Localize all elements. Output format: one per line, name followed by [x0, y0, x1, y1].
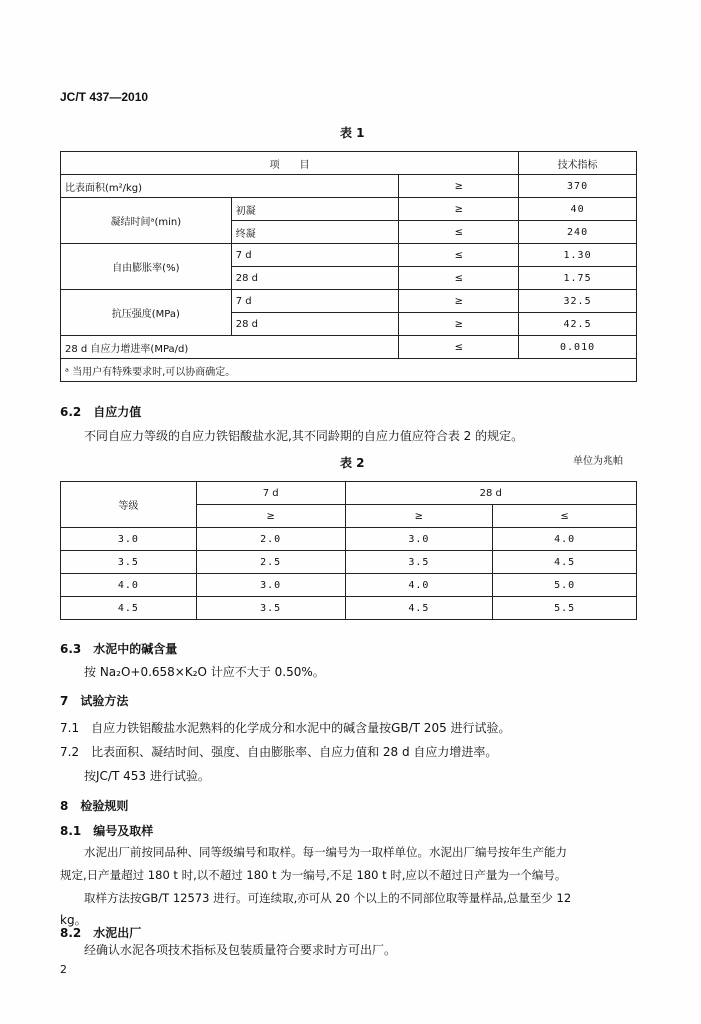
table2-cell: 4.0	[61, 574, 197, 597]
section-6-3-heading: 6.3 水泥中的碱含量	[60, 642, 178, 656]
table1-cell-sub: 28 d	[231, 267, 399, 290]
table1-cell-op: ≤	[399, 244, 519, 267]
section-6-2-text: 不同自应力等级的自应力铁铝酸盐水泥,其不同龄期的自应力值应符合表 2 的规定。	[84, 429, 524, 443]
table2-cell: 4.5	[61, 597, 197, 620]
table1-header-item: 项 目	[61, 152, 519, 175]
table1-footnote: ᵃ 当用户有特殊要求时,可以协商确定。	[61, 359, 637, 382]
table2-cell: 3.0	[61, 528, 197, 551]
table1-cell-op: ≤	[399, 221, 519, 244]
table-row	[61, 336, 637, 359]
table1-cell-op: ≥	[399, 175, 519, 198]
section-8-1-line1: 水泥出厂前按同品种、同等级编号和取样。每一编号为一取样单位。水泥出厂编号按年生产能力	[84, 845, 567, 859]
section-6-2-heading: 6.2 自应力值	[60, 405, 142, 419]
table-row	[61, 574, 637, 597]
table-row	[61, 244, 637, 267]
table2-header-grade: 等级	[61, 482, 197, 528]
table2-cell: 3.5	[61, 551, 197, 574]
table1-cell-op: ≥	[399, 313, 519, 336]
table1-title: 表 1	[340, 126, 365, 140]
table1-cell-sub: 7 d	[231, 290, 399, 313]
table2-cell: 4.5	[345, 597, 493, 620]
table1-cell-sub: 28 d	[231, 313, 399, 336]
table-row	[61, 597, 637, 620]
table1-cell-label: 比表面积(m²/kg)	[61, 175, 399, 198]
document-code: JC/T 437—2010	[60, 90, 149, 104]
table2-op-28d-max: ≤	[493, 505, 637, 528]
table1-cell-sub: 终凝	[231, 221, 399, 244]
table2-cell: 4.5	[493, 551, 637, 574]
table1-cell-op: ≥	[399, 198, 519, 221]
table-row	[61, 359, 637, 382]
section-8-1-line3: 取样方法按GB/T 12573 进行。可连续取,亦可从 20 个以上的不同部位取等量样品,总量至少 12	[84, 891, 572, 905]
table-row	[61, 551, 637, 574]
section-8-heading: 8 检验规则	[60, 799, 129, 813]
table-row	[61, 152, 637, 175]
table2-cell: 3.5	[345, 551, 493, 574]
table2-cell: 5.5	[493, 597, 637, 620]
table-row	[61, 175, 637, 198]
section-8-2-heading: 8.2 水泥出厂	[60, 926, 142, 940]
table1-cell-label: 自由膨胀率(%)	[61, 244, 232, 290]
section-8-1-line2: 规定,日产量超过 180 t 时,以不超过 180 t 为一编号,不足 180 t 时,应以不超过日产量为一个编号。	[60, 868, 567, 882]
table2-cell: 3.5	[196, 597, 345, 620]
table1-cell-sub: 7 d	[231, 244, 399, 267]
table1-cell-sub: 初凝	[231, 198, 399, 221]
table-row	[61, 482, 637, 505]
table2-cell: 5.0	[493, 574, 637, 597]
table1-cell-value: 370	[519, 175, 637, 198]
table2-cell: 2.0	[196, 528, 345, 551]
section-8-2-text: 经确认水泥各项技术指标及包装质量符合要求时方可出厂。	[84, 943, 397, 957]
table2-op-7d: ≥	[196, 505, 345, 528]
table-row	[61, 528, 637, 551]
table2-cell: 4.0	[493, 528, 637, 551]
table1-cell-value: 42.5	[519, 313, 637, 336]
page-number: 2	[60, 963, 67, 976]
table2-header-7d: 7 d	[196, 482, 345, 505]
table1-cell-label: 抗压强度(MPa)	[61, 290, 232, 336]
section-7-2-text: 7.2 比表面积、凝结时间、强度、自由膨胀率、自应力值和 28 d 自应力增进率。	[60, 745, 498, 759]
section-7-heading: 7 试验方法	[60, 694, 129, 708]
table1	[60, 151, 637, 382]
section-7-1-text: 7.1 自应力铁铝酸盐水泥熟料的化学成分和水泥中的碱含量按GB/T 205 进行试验。	[60, 721, 511, 735]
table2-header-28d: 28 d	[345, 482, 637, 505]
table1-cell-value: 240	[519, 221, 637, 244]
table2-unit: 单位为兆帕	[573, 456, 623, 467]
section-8-1-line4: kg。	[60, 913, 87, 927]
table2-cell: 2.5	[196, 551, 345, 574]
table1-cell-label: 28 d 自应力增进率(MPa/d)	[61, 336, 399, 359]
section-7-2-text-cont: 按JC/T 453 进行试验。	[84, 769, 210, 783]
table2-cell: 3.0	[345, 528, 493, 551]
table-row	[61, 198, 637, 221]
table1-cell-value: 1.30	[519, 244, 637, 267]
table2-title: 表 2	[340, 456, 365, 470]
table1-cell-op: ≤	[399, 336, 519, 359]
table2	[60, 481, 637, 620]
section-8-1-heading: 8.1 编号及取样	[60, 824, 154, 838]
table2-op-28d-min: ≥	[345, 505, 493, 528]
table1-cell-value: 1.75	[519, 267, 637, 290]
table-row	[61, 290, 637, 313]
table1-cell-value: 0.010	[519, 336, 637, 359]
table2-cell: 3.0	[196, 574, 345, 597]
table1-cell-op: ≥	[399, 290, 519, 313]
table1-cell-value: 32.5	[519, 290, 637, 313]
table1-cell-label: 凝结时间ᵃ(min)	[61, 198, 232, 244]
table1-cell-value: 40	[519, 198, 637, 221]
table1-cell-op: ≤	[399, 267, 519, 290]
table2-cell: 4.0	[345, 574, 493, 597]
section-6-3-text: 按 Na₂O+0.658×K₂O 计应不大于 0.50%。	[84, 665, 325, 679]
table1-header-spec: 技术指标	[519, 152, 637, 175]
